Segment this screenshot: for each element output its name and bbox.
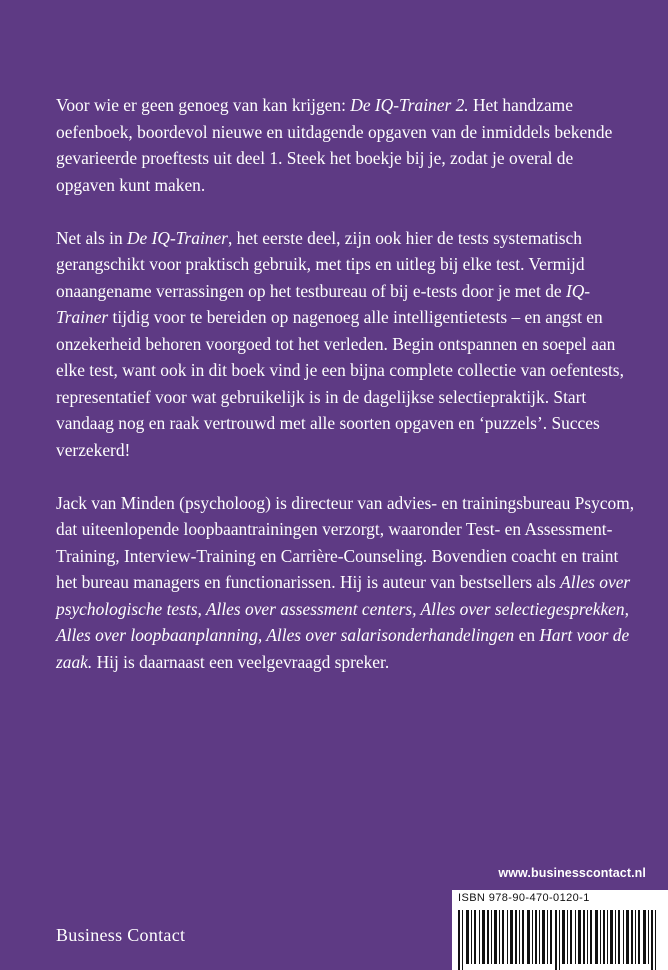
barcode-icon	[458, 910, 668, 970]
description-paragraph: Net als in De IQ-Trainer, het eerste deel, zijn ook hier de tests systematisch gerangschikt voor praktisch gebruik, met tips en uitleg bij elke test. Vermijd onaangename verrassingen op het testbureau of bij e-tests door je met de IQ-Trainer tijdig voor te bereiden op nagenoeg alle intelligentietests – en angst en onzekerheid behoren voorgoed tot het verleden. Begin ontspannen en soepel aan elke test, want ook in dit boek vind je een bijna complete collectie van oefentests, representatief voor wat gebruikelijk is in de dagelijkse selectiepraktijk. Start vandaag nog en raak vertrouwd met alle soorten opgaven en ‘puzzels’. Succes verzekerd!	[56, 227, 624, 460]
intro-paragraph: Voor wie er geen genoeg van kan krijgen: De IQ-Trainer 2. Het handzame oefenboek, boordevol nieuwe en uitdagende opgaven van de inmiddels bekende gevarieerde proeftests uit deel 1. Steek het boekje bij je, zodat je overal de opgaven kunt maken.	[56, 95, 613, 195]
publisher-name: Business Contact	[56, 925, 186, 945]
book-title: IQ-Trainer	[56, 280, 591, 327]
barcode-area	[452, 890, 668, 970]
isbn-label: ISBN 978-90-470-0120-1	[458, 892, 590, 904]
book-titles: Alles over psychologische tests, Alles over assessment centers, Alles over selectiegesprekken, Alles over loopbaanplanning, Alles over salarisonderhandelingen	[56, 572, 631, 645]
author-bio-paragraph: Jack van Minden (psycholoog) is directeur van advies- en trainingsbureau Psycom, dat uiteenlopende loopbaantrainingen verzorgt, waaronder Test- en Assessment-Training, Interview-Training en Carrière-Counseling. Bovendien coacht en traint het bureau managers en functionarissen. Hij is auteur van bestsellers als Alles over psychologische tests, Alles over assessment centers, Alles over selectiegesprekken, Alles over loopbaanplanning, Alles over salarisonderhandelingen en Hart voor de zaak. Hij is daarnaast een veelgevraagd spreker.	[56, 492, 635, 672]
book-title: De IQ-Trainer 2.	[350, 95, 469, 115]
book-title: Hart voor de zaak.	[56, 625, 630, 672]
book-title: De IQ-Trainer	[127, 227, 228, 248]
back-cover-blurb	[56, 92, 636, 702]
publisher-url[interactable]: www.businesscontact.nl	[498, 866, 646, 880]
